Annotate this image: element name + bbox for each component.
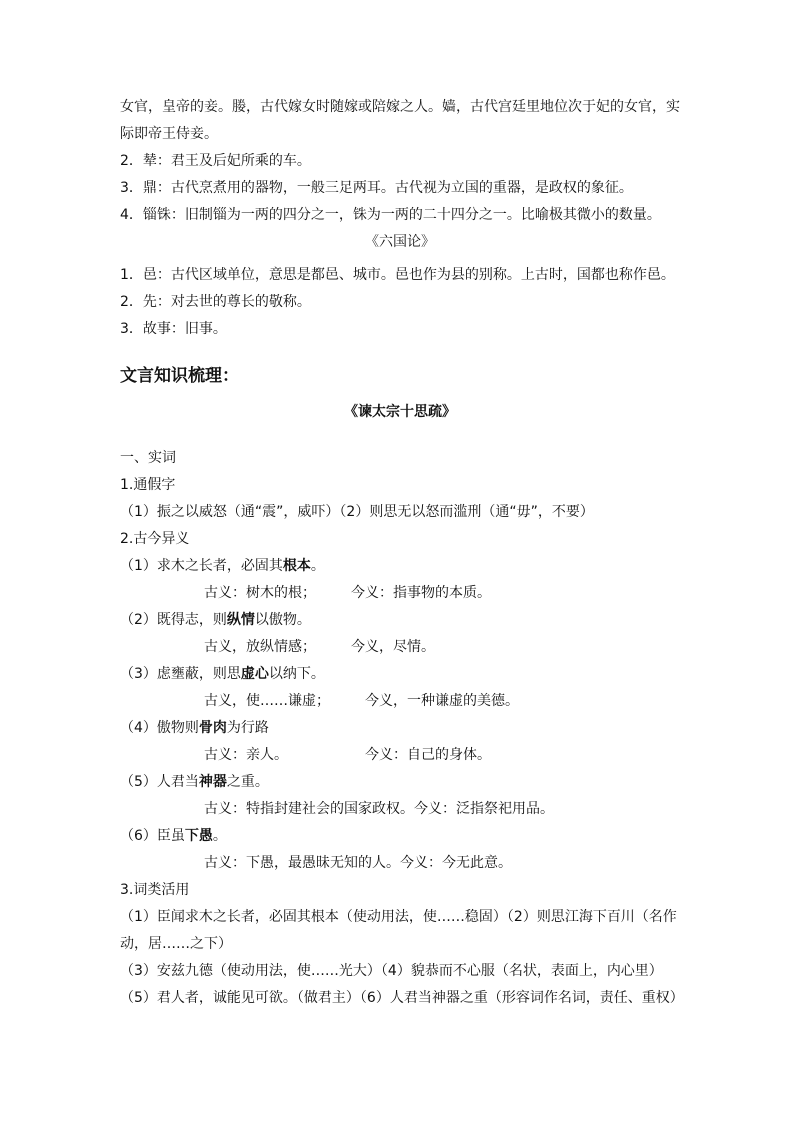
intro-item-3: 3．鼎：古代烹煮用的器物，一般三足两耳。古代视为立国的重器，是政权的象征。 (120, 180, 633, 196)
entry-keyword: 纵情 (226, 612, 255, 628)
intro-line-2: 际即帝王侍妾。 (120, 126, 218, 142)
entry-text: 以傲物。 (254, 612, 311, 628)
jian-title: 《谏太宗十思疏》 (344, 404, 456, 420)
cilei-line-1: （1）臣闻求木之长者，必固其根本（使动用法，使……稳固）（2）则思江海下百川（名作 (120, 909, 677, 925)
entry-text: （5）人君当 (120, 774, 199, 790)
entry-text: 。 (310, 558, 325, 574)
entry-keyword: 虚心 (240, 666, 269, 682)
gujin-entry-2 (120, 607, 680, 634)
gujin-gloss-2: 古义，放纵情感； 今义，尽情。 (204, 639, 435, 655)
tongjiazi-line: （1）振之以威怒（通“震”，威吓）（2）则思无以怒而滥刑（通“毋”，不要） (120, 504, 594, 520)
document-body (120, 94, 684, 1012)
entry-text: 。 (212, 828, 227, 844)
gujin-gloss-4: 古义：亲人。 今义：自己的身体。 (204, 747, 491, 763)
intro-item-4: 4．锱铢：旧制锱为一两的四分之一，铢为一两的二十四分之一。比喻极其微小的数量。 (120, 207, 661, 223)
intro-item-2: 2．辇：君王及后妃所乘的车。 (120, 153, 311, 169)
gujin-entry-6 (120, 823, 680, 850)
tongjiazi-label: 1.通假字 (120, 477, 176, 493)
entry-text: （3）虑壅蔽，则思 (120, 666, 241, 682)
part-1-label: 一、实词 (120, 450, 176, 466)
gujin-label: 2.古今异义 (120, 531, 190, 547)
gujin-entry-1 (120, 553, 680, 580)
gujin-entry-5 (120, 769, 680, 796)
intro-line-1: 女官，皇帝的妾。媵，古代嫁女时随嫁或陪嫁之人。嫱，古代宫廷里地位次于妃的女官，实 (120, 99, 680, 115)
entry-text: 之重。 (226, 774, 269, 790)
cilei-line-2: 动，居……之下） (120, 936, 232, 952)
cilei-line-4: （5）君人者，诚能见可欲。（做君主）（6）人君当神器之重（形容词作名词，责任、重权） (120, 990, 684, 1006)
entry-keyword: 神器 (198, 774, 227, 790)
section-heading: 文言知识梳理： (120, 366, 239, 386)
entry-text: （1）求木之长者，必固其 (120, 558, 283, 574)
cilei-line-3: （3）安兹九德（使动用法，使……光大）（4）貌恭而不心服（名状，表面上，内心里） (120, 963, 663, 979)
gujin-gloss-5: 古义：特指封建社会的国家政权。今义：泛指祭祀用品。 (204, 801, 554, 817)
entry-keyword: 下愚 (184, 828, 213, 844)
liuguo-item-2: 2．先：对去世的尊长的敬称。 (120, 294, 311, 310)
spacer (120, 343, 680, 361)
entry-text: 以纳下。 (268, 666, 325, 682)
gujin-gloss-6: 古义：下愚，最愚昧无知的人。今义：今无此意。 (204, 855, 512, 871)
entry-keyword: 骨肉 (198, 720, 227, 736)
gujin-gloss-1: 古义：树木的根； 今义：指事物的本质。 (204, 585, 491, 601)
entry-text: （2）既得志，则 (120, 612, 227, 628)
entry-text: （4）傲物则 (120, 720, 199, 736)
gujin-gloss-3: 古义，使……谦虚； 今义，一种谦虚的美德。 (204, 693, 519, 709)
spacer (120, 427, 680, 445)
entry-text: 为行路 (226, 720, 269, 736)
entry-keyword: 根本 (282, 558, 311, 574)
gujin-entry-4 (120, 715, 680, 742)
liuguo-title: 《六国论》 (365, 234, 435, 250)
gujin-entry-3 (120, 661, 680, 688)
liuguo-item-3: 3．故事：旧事。 (120, 321, 227, 337)
cilei-label: 3.词类活用 (120, 882, 190, 898)
entry-text: （6）臣虽 (120, 828, 185, 844)
liuguo-item-1: 1．邑：古代区域单位，意思是都邑、城市。邑也作为县的别称。上古时，国都也称作邑。 (120, 267, 675, 283)
